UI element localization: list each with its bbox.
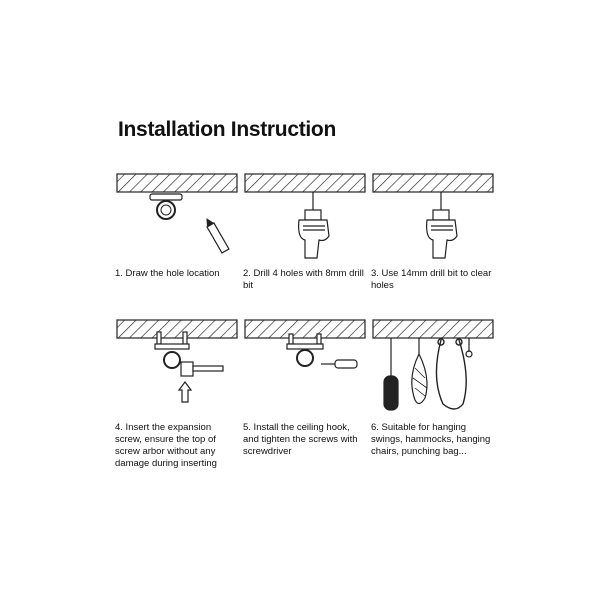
step-5-caption: 5. Install the ceiling hook, and tighten the screws with screwdriver [243, 422, 358, 457]
step-3-caption: 3. Use 14mm drill bit to clear holes [371, 268, 492, 291]
drill-icon [299, 192, 329, 258]
step-1 [115, 172, 240, 280]
swing-icon [436, 339, 466, 409]
ceiling-icon [117, 174, 237, 192]
pencil-icon [203, 216, 229, 253]
step-5-illustration [243, 318, 368, 418]
step-6-caption: 6. Suitable for hanging swings, hammocks, hanging chairs, punching bag... [371, 422, 491, 457]
step-4-caption: 4. Insert the expansion screw, ensure the top of screw arbor without any damage during inserting [115, 422, 217, 469]
ceiling-icon [245, 174, 365, 192]
step-2-caption: 2. Drill 4 holes with 8mm drill bit [243, 268, 364, 291]
ceiling-icon [117, 320, 237, 338]
step-6 [371, 318, 496, 458]
hammock-icon [412, 338, 427, 404]
ceiling-hook-icon [150, 194, 182, 219]
step-2-illustration [243, 172, 368, 264]
chair-rope-icon [466, 338, 472, 357]
step-3-illustration [371, 172, 496, 264]
step-5 [243, 318, 368, 458]
ceiling-icon [373, 320, 493, 338]
ceiling-icon [245, 320, 365, 338]
step-1-caption: 1. Draw the hole location [115, 268, 220, 279]
step-6-illustration [371, 318, 496, 418]
arrow-up-icon [179, 382, 191, 402]
ceiling-hook-icon [287, 334, 323, 366]
step-4 [115, 318, 240, 470]
drill-icon [427, 192, 457, 258]
page-title: Installation Instruction [118, 118, 336, 141]
ceiling-icon [373, 174, 493, 192]
hammer-icon [181, 362, 223, 376]
punching-bag-icon [384, 338, 398, 410]
ceiling-hook-icon [164, 352, 180, 368]
step-1-illustration [115, 172, 240, 264]
screwdriver-icon [321, 360, 357, 368]
step-3 [371, 172, 496, 292]
step-2 [243, 172, 368, 292]
step-4-illustration [115, 318, 240, 418]
